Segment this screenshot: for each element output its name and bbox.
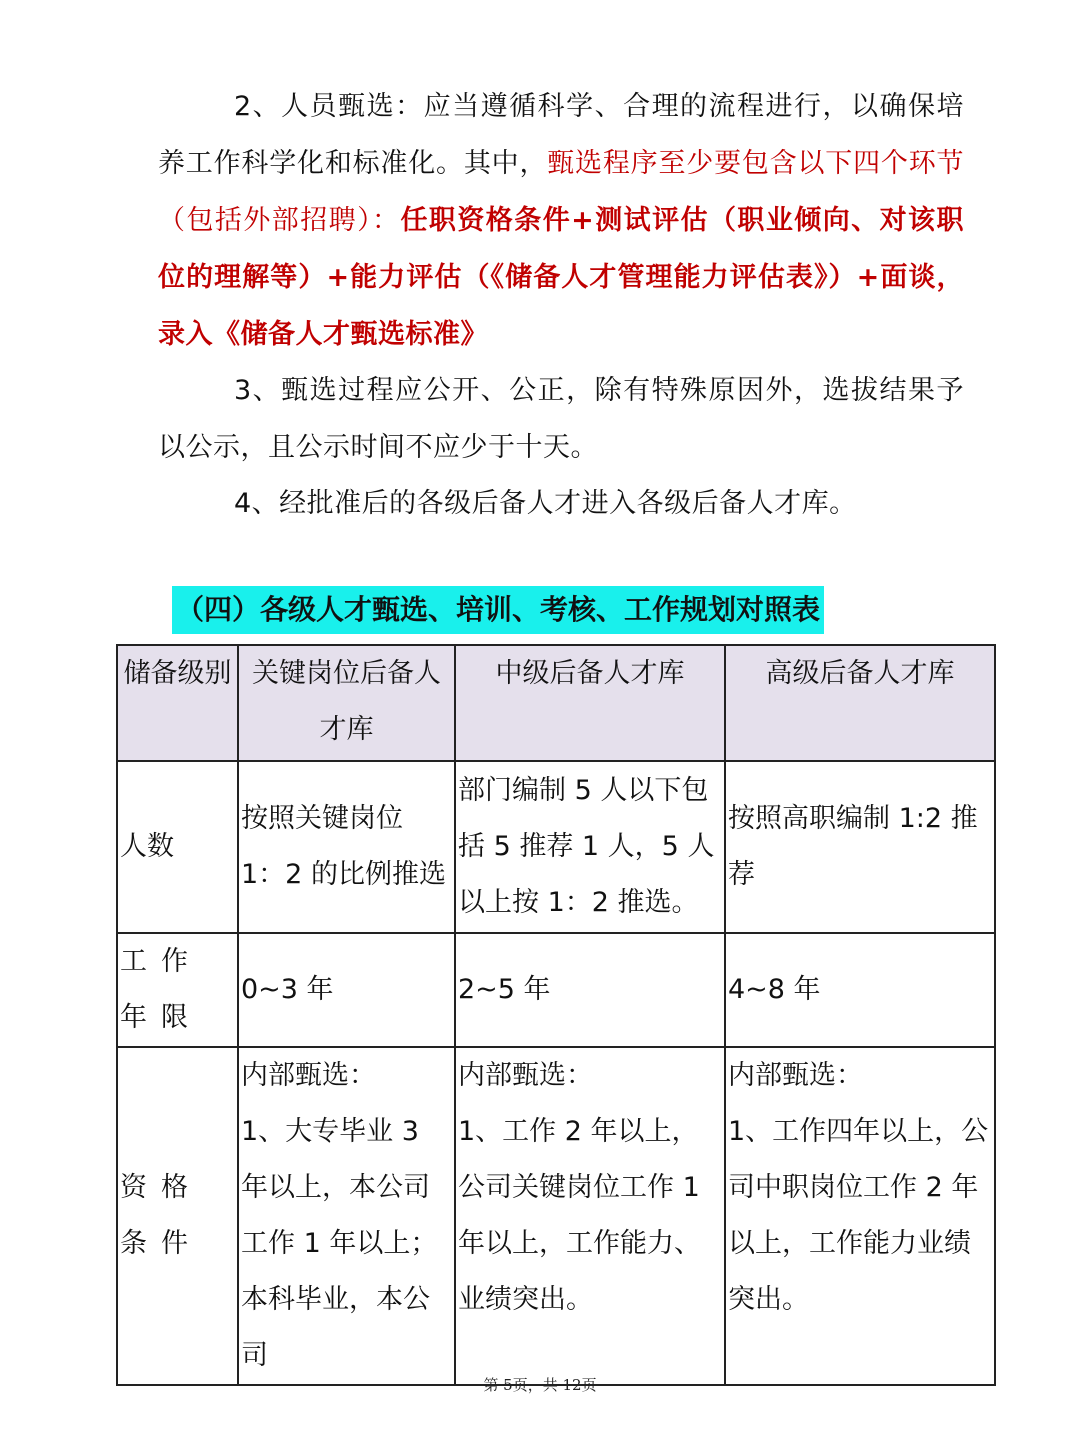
row-label-headcount: 人数 [117, 761, 238, 933]
page-footer: 第 5页，共 12页 [483, 1376, 597, 1394]
paragraph-selection [158, 78, 964, 363]
row-label-qualifications: 资格条件 [117, 1047, 238, 1385]
paragraph-selection-red: 甄选程序至少要包含以下四个环节（包括外部招聘）： [158, 148, 964, 236]
row-label-work-years: 工作年限 [117, 933, 238, 1047]
header-key-position-pool: 关键岗位后备人才库 [238, 645, 455, 761]
header-reserve-level: 储备级别 [117, 645, 238, 761]
header-mid-level-pool: 中级后备人才库 [455, 645, 725, 761]
table-cell: 按照关键岗位 1：2 的比例推选 [238, 761, 455, 933]
header-senior-level-pool: 高级后备人才库 [725, 645, 995, 761]
paragraph-talent-pool: 4、经批准后的各级后备人才进入各级后备人才库。 [234, 488, 857, 519]
table-cell: 0~3 年 [238, 933, 455, 1047]
paragraph-openness: 3、甄选过程应公开、公正，除有特殊原因外，选拔结果予以公示，且公示时间不应少于十天。 [158, 375, 964, 463]
comparison-table [116, 644, 996, 1386]
table-row [117, 761, 995, 933]
table-row [117, 933, 995, 1047]
table-cell: 按照高职编制 1:2 推荐 [725, 761, 995, 933]
table-cell: 4~8 年 [725, 933, 995, 1047]
section-heading: （四）各级人才甄选、培训、考核、工作规划对照表 [172, 586, 824, 634]
paragraph-selection-red-bold: 任职资格条件+测试评估（职业倾向、对该职位的理解等）+能力评估（《储备人才管理能力评估表》）+面谈，录入《储备人才甄选标准》 [158, 205, 965, 350]
table-header-row [117, 645, 995, 761]
table-cell: 内部甄选： 1、大专毕业 3 年以上，本公司工作 1 年以上；本科毕业，本公司 [238, 1047, 455, 1385]
table-row [117, 1047, 995, 1385]
table-cell: 内部甄选： 1、工作 2 年以上，公司关键岗位工作 1 年以上，工作能力、业绩突出。 [455, 1047, 725, 1385]
table-cell: 内部甄选： 1、工作四年以上，公司中职岗位工作 2 年以上，工作能力业绩突出。 [725, 1047, 995, 1385]
paragraph-selection-normal: 2、人员甄选：应当遵循科学、合理的流程进行，以确保培养工作科学化和标准化。其中， [158, 91, 964, 179]
table-cell: 部门编制 5 人以下包括 5 推荐 1 人，5 人以上按 1：2 推选。 [455, 761, 725, 933]
table-cell: 2~5 年 [455, 933, 725, 1047]
